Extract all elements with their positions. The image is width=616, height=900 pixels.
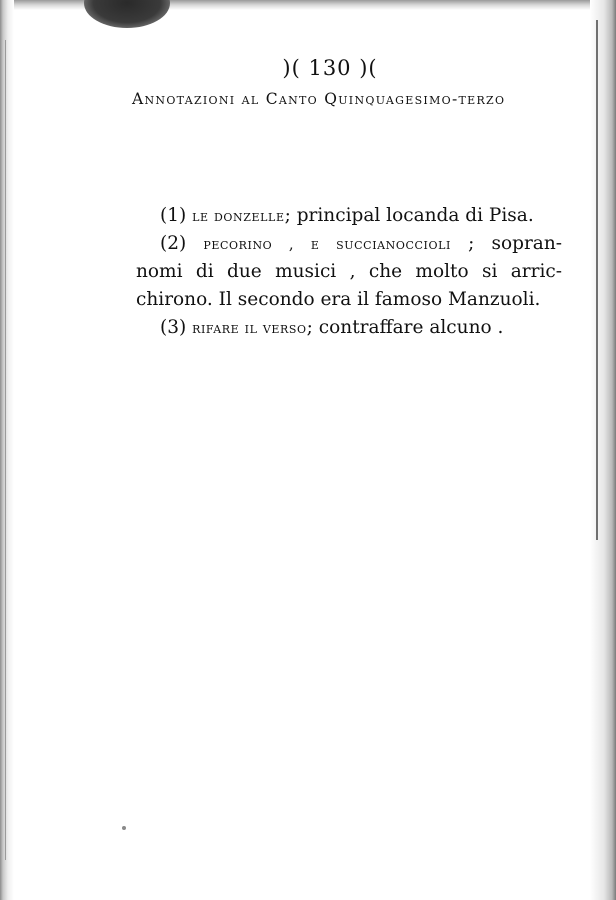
note-term: rifare il verso	[192, 319, 307, 337]
page-left-shadow	[0, 0, 14, 900]
note-2-line-2: nomi di due musici , che molto si arric-	[136, 261, 562, 282]
running-head: Annotazioni al Canto Quinquagesimo-terzo	[132, 90, 506, 108]
note-1	[160, 202, 562, 230]
page-number: )( 130 )(	[282, 56, 378, 80]
note-text: ; contraffare alcuno .	[306, 317, 504, 338]
note-3	[160, 314, 562, 342]
note-term: pecorino , e succianoccioli	[203, 235, 451, 253]
note-marker: (3)	[160, 317, 187, 338]
ink-speck	[122, 826, 126, 830]
note-marker: (2)	[160, 233, 187, 254]
note-2-line-3: chirono. Il secondo era il famoso Manzuoli.	[136, 289, 541, 310]
page-left-fold-line	[5, 40, 6, 860]
page-right-fold-line	[596, 20, 598, 540]
ink-blot	[84, 0, 170, 28]
note-2-line-1	[160, 230, 562, 258]
note-text: ; principal locanda di Pisa.	[284, 205, 534, 226]
page-right-shadow	[590, 0, 616, 900]
annotations	[136, 202, 562, 342]
note-text: ; sopran-	[450, 233, 562, 254]
note-term: le donzelle	[192, 207, 285, 225]
note-marker: (1)	[160, 205, 187, 226]
